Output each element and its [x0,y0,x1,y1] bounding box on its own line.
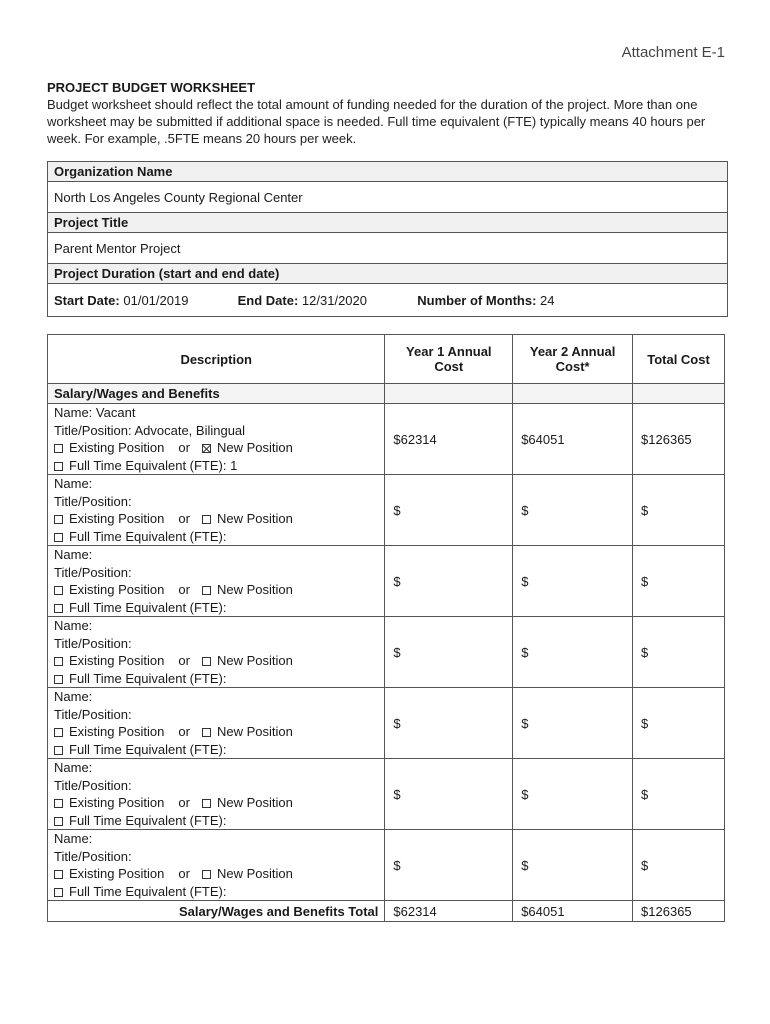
total-cost[interactable]: $ [633,546,725,617]
new-position-label: New Position [216,724,293,739]
existing-position-label: Existing Position [69,582,165,597]
existing-position-label: Existing Position [69,795,165,810]
budget-table [47,334,725,922]
new-position-label: New Position [216,653,293,668]
salary-total-total: $126365 [633,901,725,922]
year2-cost[interactable]: $ [513,475,633,546]
position-row [48,759,725,830]
position-type [54,794,378,812]
existing-position-checkbox[interactable] [54,728,63,737]
project-dates-row [48,284,728,317]
project-duration-label: Project Duration (start and end date) [48,264,728,284]
existing-position-checkbox[interactable] [54,657,63,666]
new-position-checkbox[interactable] [202,515,211,524]
project-info-table [47,161,728,317]
attachment-label: Attachment E-1 [621,44,725,61]
new-position-label: New Position [216,440,293,455]
position-title[interactable]: Title/Position: Advocate, Bilingual [54,422,246,438]
worksheet-instructions: Budget worksheet should reflect the total amount of funding needed for the duration of the project. More than one worksheet may be submitted if additional space is needed. Full time equivalent (FTE) typically means 40 hours per week. For example, .5FTE means 20 hours per week. [47,97,706,146]
new-position-checkbox[interactable] [202,444,211,453]
existing-position-label: Existing Position [69,724,165,739]
position-fte: Full Time Equivalent (FTE): [54,599,378,617]
position-name[interactable]: Name: [54,618,93,633]
position-name[interactable]: Name: [54,760,93,775]
year2-cost[interactable]: $ [513,759,633,830]
year2-cost[interactable]: $64051 [513,404,633,475]
position-type [54,865,378,883]
salary-total-label: Salary/Wages and Benefits Total [48,901,385,922]
position-fte: Full Time Equivalent (FTE): 1 [54,457,378,475]
existing-position-label: Existing Position [69,440,165,455]
fte-value[interactable]: 1 [230,457,238,473]
header-year1: Year 1 Annual Cost [385,335,513,384]
position-description [48,546,385,617]
fte-checkbox[interactable] [54,675,63,684]
new-position-label: New Position [216,582,293,597]
total-cost[interactable]: $126365 [633,404,725,475]
salary-total-year1: $62314 [385,901,513,922]
or-label: or [178,653,190,668]
position-description [48,759,385,830]
end-date[interactable]: End Date: 12/31/2020 [237,292,367,308]
position-row [48,830,725,901]
position-name[interactable]: Name: [54,689,93,704]
year1-cost[interactable]: $ [385,546,513,617]
year1-cost[interactable]: $ [385,830,513,901]
or-label: or [178,724,190,739]
position-rows [48,404,725,901]
year1-cost[interactable]: $ [385,475,513,546]
position-name[interactable]: Name: [54,831,93,846]
new-position-checkbox[interactable] [202,870,211,879]
new-position-checkbox[interactable] [202,586,211,595]
org-name-field[interactable]: North Los Angeles County Regional Center [48,182,728,213]
year1-cost[interactable]: $ [385,688,513,759]
position-row [48,617,725,688]
header-year2: Year 2 Annual Cost* [513,335,633,384]
position-row [48,688,725,759]
section-salary-wages: Salary/Wages and Benefits [48,384,385,404]
number-of-months[interactable]: Number of Months: 24 [417,292,555,308]
new-position-checkbox[interactable] [202,657,211,666]
position-type [54,652,378,670]
position-description [48,688,385,759]
new-position-checkbox[interactable] [202,728,211,737]
new-position-label: New Position [216,795,293,810]
new-position-checkbox[interactable] [202,799,211,808]
existing-position-checkbox[interactable] [54,799,63,808]
year1-cost[interactable]: $ [385,759,513,830]
position-title[interactable]: Title/Position: [54,635,132,651]
position-description [48,617,385,688]
position-fte: Full Time Equivalent (FTE): [54,528,378,546]
year1-cost[interactable]: $62314 [385,404,513,475]
position-title[interactable]: Title/Position: [54,848,132,864]
position-type [54,723,378,741]
or-label: or [178,866,190,881]
new-position-label: New Position [216,866,293,881]
total-cost[interactable]: $ [633,759,725,830]
or-label: or [178,582,190,597]
position-type [54,510,378,528]
or-label: or [178,795,190,810]
fte-checkbox[interactable] [54,888,63,897]
position-name[interactable]: Name: [54,476,93,491]
existing-position-label: Existing Position [69,866,165,881]
position-row [48,404,725,475]
position-type [54,581,378,599]
existing-position-checkbox[interactable] [54,870,63,879]
fte-checkbox[interactable] [54,462,63,471]
existing-position-label: Existing Position [69,653,165,668]
or-label: or [178,440,190,455]
year2-cost[interactable]: $ [513,830,633,901]
position-description [48,404,385,475]
position-name[interactable]: Name: [54,547,93,562]
or-label: or [178,511,190,526]
position-description [48,830,385,901]
header-total: Total Cost [633,335,725,384]
year2-cost[interactable]: $ [513,546,633,617]
worksheet-heading [47,80,727,147]
position-description [48,475,385,546]
position-title[interactable]: Title/Position: [54,777,132,793]
existing-position-checkbox[interactable] [54,586,63,595]
org-name-label: Organization Name [48,162,728,182]
position-title[interactable]: Title/Position: [54,564,132,580]
total-cost[interactable]: $ [633,830,725,901]
position-title[interactable]: Title/Position: [54,706,132,722]
worksheet-title: PROJECT BUDGET WORKSHEET [47,80,256,95]
fte-checkbox[interactable] [54,746,63,755]
position-title[interactable]: Title/Position: [54,493,132,509]
existing-position-checkbox[interactable] [54,515,63,524]
position-name[interactable]: Name: Vacant [54,405,136,420]
section-spacer-y1 [385,384,513,404]
total-cost[interactable]: $ [633,475,725,546]
position-fte: Full Time Equivalent (FTE): [54,812,378,830]
project-title-label: Project Title [48,213,728,233]
section-spacer-total [633,384,725,404]
position-fte: Full Time Equivalent (FTE): [54,670,378,688]
existing-position-checkbox[interactable] [54,444,63,453]
year1-cost[interactable]: $ [385,617,513,688]
total-cost[interactable]: $ [633,688,725,759]
project-title-field[interactable]: Parent Mentor Project [48,233,728,264]
year2-cost[interactable]: $ [513,688,633,759]
year2-cost[interactable]: $ [513,617,633,688]
salary-total-year2: $64051 [513,901,633,922]
position-fte: Full Time Equivalent (FTE): [54,741,378,759]
total-cost[interactable]: $ [633,617,725,688]
start-date[interactable]: Start Date: 01/01/2019 [54,292,189,308]
header-description: Description [48,335,385,384]
fte-checkbox[interactable] [54,817,63,826]
fte-checkbox[interactable] [54,533,63,542]
section-spacer-y2 [513,384,633,404]
fte-checkbox[interactable] [54,604,63,613]
position-fte: Full Time Equivalent (FTE): [54,883,378,901]
position-row [48,546,725,617]
position-type [54,439,378,457]
position-row [48,475,725,546]
new-position-label: New Position [216,511,293,526]
existing-position-label: Existing Position [69,511,165,526]
